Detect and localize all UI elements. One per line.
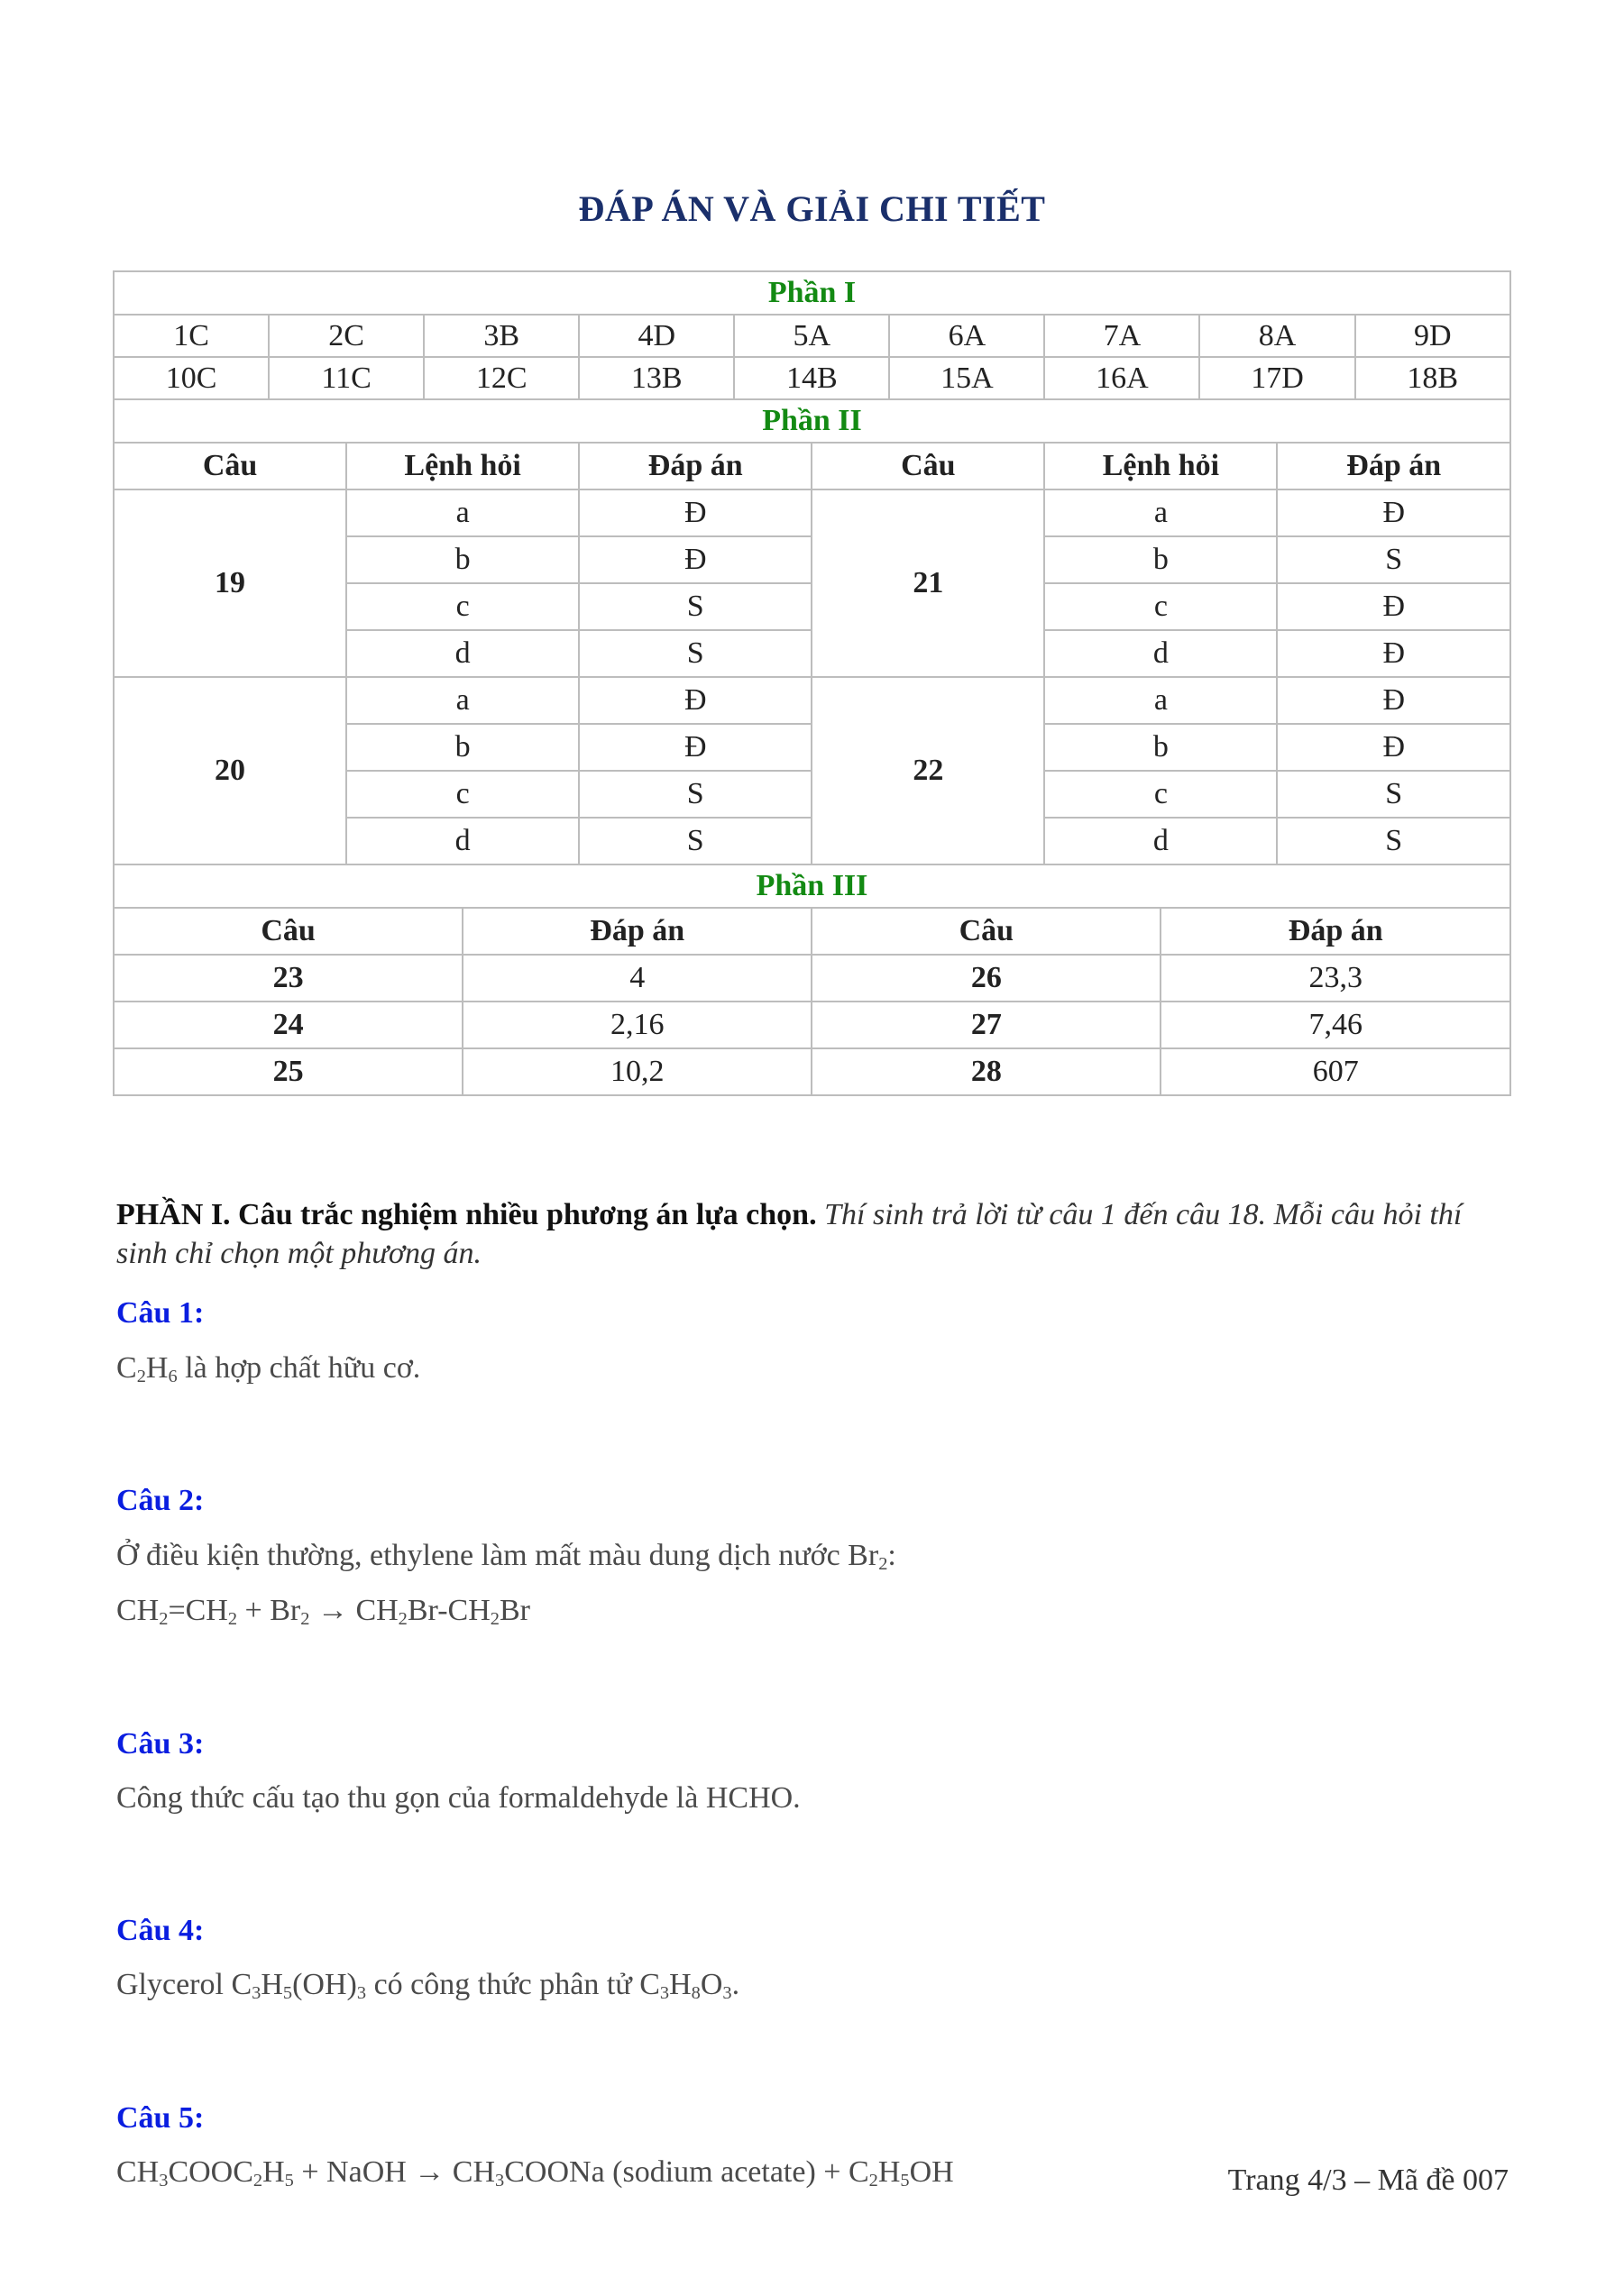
- part3-question-number: 27: [812, 1002, 1161, 1048]
- part2-column-headers: [114, 443, 1510, 489]
- part3-column-header: Đáp án: [463, 908, 812, 955]
- part2-answer: S: [579, 818, 812, 864]
- part1-row: [114, 357, 1510, 399]
- part3-row: [114, 1002, 1510, 1048]
- question-heading: Câu 1:: [116, 1296, 205, 1330]
- part2-column-header: Đáp án: [1277, 443, 1510, 489]
- part2-statement-letter: c: [1044, 771, 1277, 818]
- part2-answer: Đ: [579, 536, 812, 583]
- part1-label: Phần I: [114, 271, 1510, 315]
- part2-answer: Đ: [1277, 630, 1510, 677]
- part2-question-number: 21: [812, 489, 1044, 677]
- part3-answer: 10,2: [463, 1048, 812, 1095]
- part2-answer: S: [1277, 536, 1510, 583]
- part2-answer: S: [1277, 771, 1510, 818]
- part1-answer-cell: 6A: [889, 315, 1044, 357]
- question-explanation: $C_2H_6$ là hợp chất hữu cơ.: [116, 1350, 421, 1386]
- part2-statement-letter: a: [1044, 677, 1277, 724]
- part1-answer-cell: 4D: [579, 315, 734, 357]
- question-heading: Câu 3:: [116, 1726, 205, 1761]
- question-explanation: $CH_3COOC_2H_5$ + NaOH → $CH_3COONa$ (sodium acetate) + $C_2H_5OH$: [116, 2155, 954, 2191]
- part1-row: [114, 315, 1510, 357]
- part3-answer: 607: [1161, 1048, 1510, 1095]
- part2-column-header: Đáp án: [579, 443, 812, 489]
- part2-answer: Đ: [1277, 677, 1510, 724]
- part1-answer-cell: 15A: [889, 357, 1044, 399]
- part1-intro-bold: PHẦN I. Câu trắc nghiệm nhiều phương án lựa chọn.: [116, 1198, 817, 1231]
- part3-column-header: Câu: [114, 908, 463, 955]
- part3-question-number: 24: [114, 1002, 463, 1048]
- solution-content: [116, 1196, 1509, 2209]
- part3-question-number: 23: [114, 955, 463, 1002]
- part2-statement-letter: b: [346, 536, 579, 583]
- part2-answer: Đ: [579, 724, 812, 771]
- part2-label: Phần II: [114, 399, 1510, 443]
- question-explanation: $CH_2=CH_2 + Br_2 \to CH_2Br-CH_2Br$: [116, 1594, 530, 1630]
- page-title: ĐÁP ÁN VÀ GIẢI CHI TIẾT: [578, 188, 1046, 229]
- part2-column-header: Lệnh hỏi: [346, 443, 579, 489]
- part1-intro: [116, 1196, 1509, 1273]
- part3-answer: 4: [463, 955, 812, 1002]
- part2-statement-letter: d: [346, 818, 579, 864]
- part2-answer: Đ: [1277, 724, 1510, 771]
- part3-column-header: Đáp án: [1161, 908, 1510, 955]
- part1-answer-cell: 7A: [1044, 315, 1199, 357]
- part2-statement-letter: d: [346, 630, 579, 677]
- question-heading: Câu 2:: [116, 1484, 205, 1518]
- part1-answer-cell: 9D: [1355, 315, 1511, 357]
- part1-answer-cell: 17D: [1199, 357, 1354, 399]
- part2-statement-letter: c: [346, 771, 579, 818]
- part1-answer-cell: 18B: [1355, 357, 1511, 399]
- part2-statement-letter: b: [346, 724, 579, 771]
- part1-answer-cell: 5A: [734, 315, 889, 357]
- part3-column-headers: [114, 908, 1510, 955]
- part1-answer-cell: 12C: [424, 357, 579, 399]
- question-explanation: Glycerol $C_3H_5(OH)_3$ có công thức phân tử $C_3H_8O_3$.: [116, 1968, 740, 2004]
- part2-column-header: Câu: [114, 443, 346, 489]
- part2-statement-letter: b: [1044, 536, 1277, 583]
- part2-answer: S: [579, 771, 812, 818]
- part1-answer-cell: 2C: [269, 315, 424, 357]
- part2-answer: S: [579, 583, 812, 630]
- part1-answer-cell: 13B: [579, 357, 734, 399]
- question-explanation: Công thức cấu tạo thu gọn của formaldehyde là HCHO.: [116, 1781, 801, 1816]
- question-explanation: Ở điều kiện thường, ethylene làm mất màu dung dịch nước $Br_2$:: [116, 1538, 896, 1574]
- part2-question-number: 22: [812, 677, 1044, 864]
- part3-row: [114, 1048, 1510, 1095]
- answer-key-table: [113, 270, 1511, 1096]
- part2-answer: Đ: [579, 677, 812, 724]
- part2-statement-letter: b: [1044, 724, 1277, 771]
- part2-answer: S: [579, 630, 812, 677]
- part1-answer-cell: 16A: [1044, 357, 1199, 399]
- part2-statement-letter: c: [1044, 583, 1277, 630]
- part3-question-number: 28: [812, 1048, 1161, 1095]
- question-list: [116, 1294, 1509, 2193]
- part3-column-header: Câu: [812, 908, 1161, 955]
- page-footer: Trang 4/3 – Mã đề 007: [1227, 2163, 1509, 2197]
- part2-row: [114, 677, 1510, 724]
- part2-statement-letter: a: [346, 489, 579, 536]
- part2-statement-letter: d: [1044, 630, 1277, 677]
- part2-column-header: Câu: [812, 443, 1044, 489]
- part2-answer: S: [1277, 818, 1510, 864]
- part1-intro-italic: Thí sinh trả lời từ câu 1 đến câu 18. Mỗi câu hỏi thí sinh chỉ chọn một phương án.: [116, 1198, 1463, 1270]
- part2-answer: Đ: [1277, 489, 1510, 536]
- part2-header-row: [114, 399, 1510, 443]
- part3-answer: 2,16: [463, 1002, 812, 1048]
- question-heading: Câu 5:: [116, 2100, 205, 2135]
- part3-answer: 7,46: [1161, 1002, 1510, 1048]
- part2-statement-letter: d: [1044, 818, 1277, 864]
- part1-answer-cell: 8A: [1199, 315, 1354, 357]
- part1-answer-cell: 14B: [734, 357, 889, 399]
- part1-header-row: [114, 271, 1510, 315]
- part2-statement-letter: c: [346, 583, 579, 630]
- part1-answer-cell: 10C: [114, 357, 269, 399]
- part3-question-number: 25: [114, 1048, 463, 1095]
- part2-statement-letter: a: [1044, 489, 1277, 536]
- part1-answer-cell: 11C: [269, 357, 424, 399]
- part1-answer-cell: 3B: [424, 315, 579, 357]
- part2-row: [114, 489, 1510, 536]
- part3-question-number: 26: [812, 955, 1161, 1002]
- part2-statement-letter: a: [346, 677, 579, 724]
- part2-question-number: 20: [114, 677, 346, 864]
- part3-answer: 23,3: [1161, 955, 1510, 1002]
- part3-header-row: [114, 864, 1510, 908]
- part2-question-number: 19: [114, 489, 346, 677]
- part3-label: Phần III: [114, 864, 1510, 908]
- part2-answer: Đ: [579, 489, 812, 536]
- part2-column-header: Lệnh hỏi: [1044, 443, 1277, 489]
- part1-answer-cell: 1C: [114, 315, 269, 357]
- part2-answer: Đ: [1277, 583, 1510, 630]
- part3-row: [114, 955, 1510, 1002]
- question-heading: Câu 4:: [116, 1913, 205, 1947]
